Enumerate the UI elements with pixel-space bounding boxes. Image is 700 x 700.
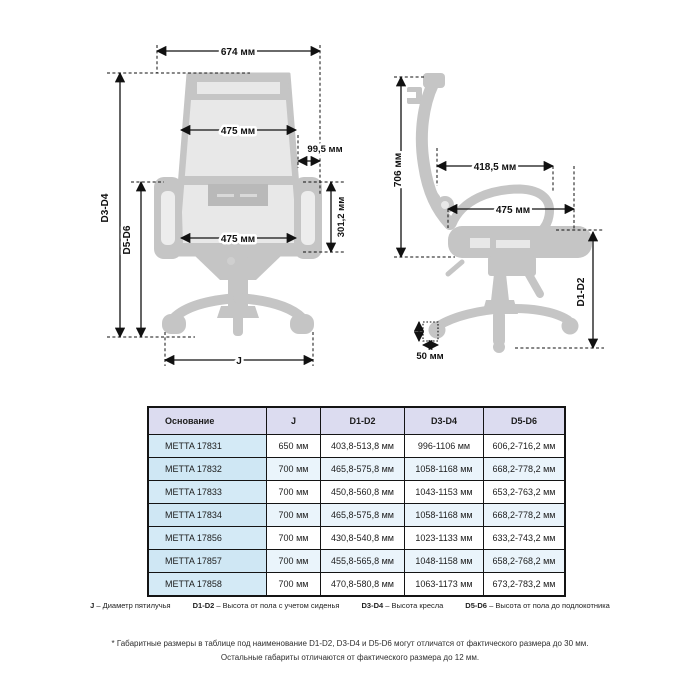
table-cell: 700 мм <box>267 504 321 527</box>
table-cell: 1023-1133 мм <box>405 527 484 550</box>
column-header-d1d2: D1-D2 <box>321 407 405 435</box>
table-cell: 668,2-778,2 мм <box>484 458 566 481</box>
table-cell: 633,2-743,2 мм <box>484 527 566 550</box>
tension-lever-side <box>448 262 462 274</box>
seat-depth-label: 475 мм <box>495 205 531 216</box>
legend-item-d1d2 <box>193 601 340 610</box>
table-cell: 700 мм <box>267 550 321 573</box>
d5-d6-axis-label: D5-D6 <box>122 225 133 255</box>
base-diameter-label: J <box>236 356 242 367</box>
table-cell: 465,8-575,8 мм <box>321 458 405 481</box>
table-cell: METTA 17857 <box>148 550 267 573</box>
table-cell: 430,8-540,8 мм <box>321 527 405 550</box>
dimension-legend <box>0 601 700 610</box>
caster-right <box>290 314 314 334</box>
table-cell: 700 мм <box>267 573 321 597</box>
table-cell: METTA 17858 <box>148 573 267 597</box>
caster-left <box>162 314 186 334</box>
table-cell: 700 мм <box>267 527 321 550</box>
table-cell: 1063-1173 мм <box>405 573 484 597</box>
table-cell: 1058-1168 мм <box>405 458 484 481</box>
legend-definition: – Высота кресла <box>385 601 444 610</box>
table-cell: 470,8-580,8 мм <box>321 573 405 597</box>
column-header-d5d6: D5-D6 <box>484 407 566 435</box>
caster-front-side <box>562 318 579 335</box>
base-leg-center <box>233 308 243 336</box>
table-cell: 1043-1153 мм <box>405 481 484 504</box>
legend-item-j <box>90 601 170 610</box>
front-leg-side <box>493 310 505 346</box>
column-header-j: J <box>267 407 321 435</box>
legend-term: D1-D2 <box>192 601 215 610</box>
headrest-strip <box>197 82 280 94</box>
table-cell: METTA 17833 <box>148 481 267 504</box>
legend-term: D5-D6 <box>465 601 487 610</box>
armrest-depth-label: 418,5 мм <box>473 162 517 173</box>
table-cell: 1048-1158 мм <box>405 550 484 573</box>
seat-width-label: 475 мм <box>220 234 256 245</box>
legend-definition: – Высота от пола с учетом сиденья <box>216 601 340 610</box>
armrest-left-inner <box>161 191 175 245</box>
seat-notch <box>496 240 530 248</box>
table-cell: METTA 17831 <box>148 435 267 458</box>
overall-width-label: 674 мм <box>220 47 256 58</box>
column-header-base: Основание <box>148 407 267 435</box>
table-row <box>148 573 565 597</box>
table-cell: 403,8-513,8 мм <box>321 435 405 458</box>
table-row <box>148 458 565 481</box>
chair-spec-table <box>147 406 566 597</box>
caster-center-side <box>493 341 505 353</box>
d3-d4-axis-label: D3-D4 <box>100 193 111 223</box>
legend-term: D3-D4 <box>361 601 384 610</box>
table-row <box>148 527 565 550</box>
table-cell: 450,8-560,8 мм <box>321 481 405 504</box>
armrest-height-label: 301,2 мм <box>336 196 347 238</box>
footnote-line-1: * Габаритные размеры в таблице под наименование D1-D2, D3-D4 и D5-D6 могут отличатся от фактического размера до 30 мм. <box>111 639 589 648</box>
table-row <box>148 435 565 458</box>
lumbar-stitch <box>240 194 257 197</box>
table-cell: METTA 17834 <box>148 504 267 527</box>
table-cell: 650 мм <box>267 435 321 458</box>
tilt-knob-center <box>441 201 449 209</box>
back-band <box>182 176 295 185</box>
table-row <box>148 550 565 573</box>
back-height-label: 706 мм <box>393 152 404 188</box>
legend-item-d3d4 <box>362 601 444 610</box>
table-cell: 658,2-768,2 мм <box>484 550 566 573</box>
size-tolerance-footnote <box>0 637 700 666</box>
d1-d2-axis-label: D1-D2 <box>576 277 587 307</box>
seat-notch <box>470 238 490 248</box>
table-cell: 606,2-716,2 мм <box>484 435 566 458</box>
side-gap-label: 99,5 мм <box>307 144 343 155</box>
backrest-width-label: 475 мм <box>220 126 256 137</box>
table-cell: 668,2-778,2 мм <box>484 504 566 527</box>
lumbar-stitch <box>217 194 234 197</box>
legend-term: J <box>90 601 95 610</box>
legend-definition: – Диаметр пятилучья <box>96 601 171 610</box>
caster-rear-side <box>429 322 446 339</box>
table-cell: 455,8-565,8 мм <box>321 550 405 573</box>
chair-front-drawing <box>154 74 322 336</box>
backrest-mesh <box>182 100 295 245</box>
table-cell: METTA 17856 <box>148 527 267 550</box>
legend-item-d5d6 <box>465 601 610 610</box>
table-row <box>148 481 565 504</box>
headrest-bracket-notch <box>407 92 416 98</box>
table-cell: 996-1106 мм <box>405 435 484 458</box>
table-cell: 700 мм <box>267 481 321 504</box>
table-header-row <box>148 407 565 435</box>
footnote-line-2: Остальные габариты отличаются от фактического размера до 12 мм. <box>220 653 480 663</box>
armrest-right-inner <box>301 191 315 245</box>
table-cell: 673,2-783,2 мм <box>484 573 566 597</box>
lever-knob <box>227 257 235 265</box>
column-header-d3d4: D3-D4 <box>405 407 484 435</box>
table-cell: 465,8-575,8 мм <box>321 504 405 527</box>
caster-size-label: 50 мм <box>416 351 444 362</box>
table-cell: METTA 17832 <box>148 458 267 481</box>
table-cell: 700 мм <box>267 458 321 481</box>
table-row <box>148 504 565 527</box>
table-cell: 1058-1168 мм <box>405 504 484 527</box>
legend-definition: – Высота от пола до подлокотника <box>489 601 610 610</box>
table-cell: 653,2-763,2 мм <box>484 481 566 504</box>
